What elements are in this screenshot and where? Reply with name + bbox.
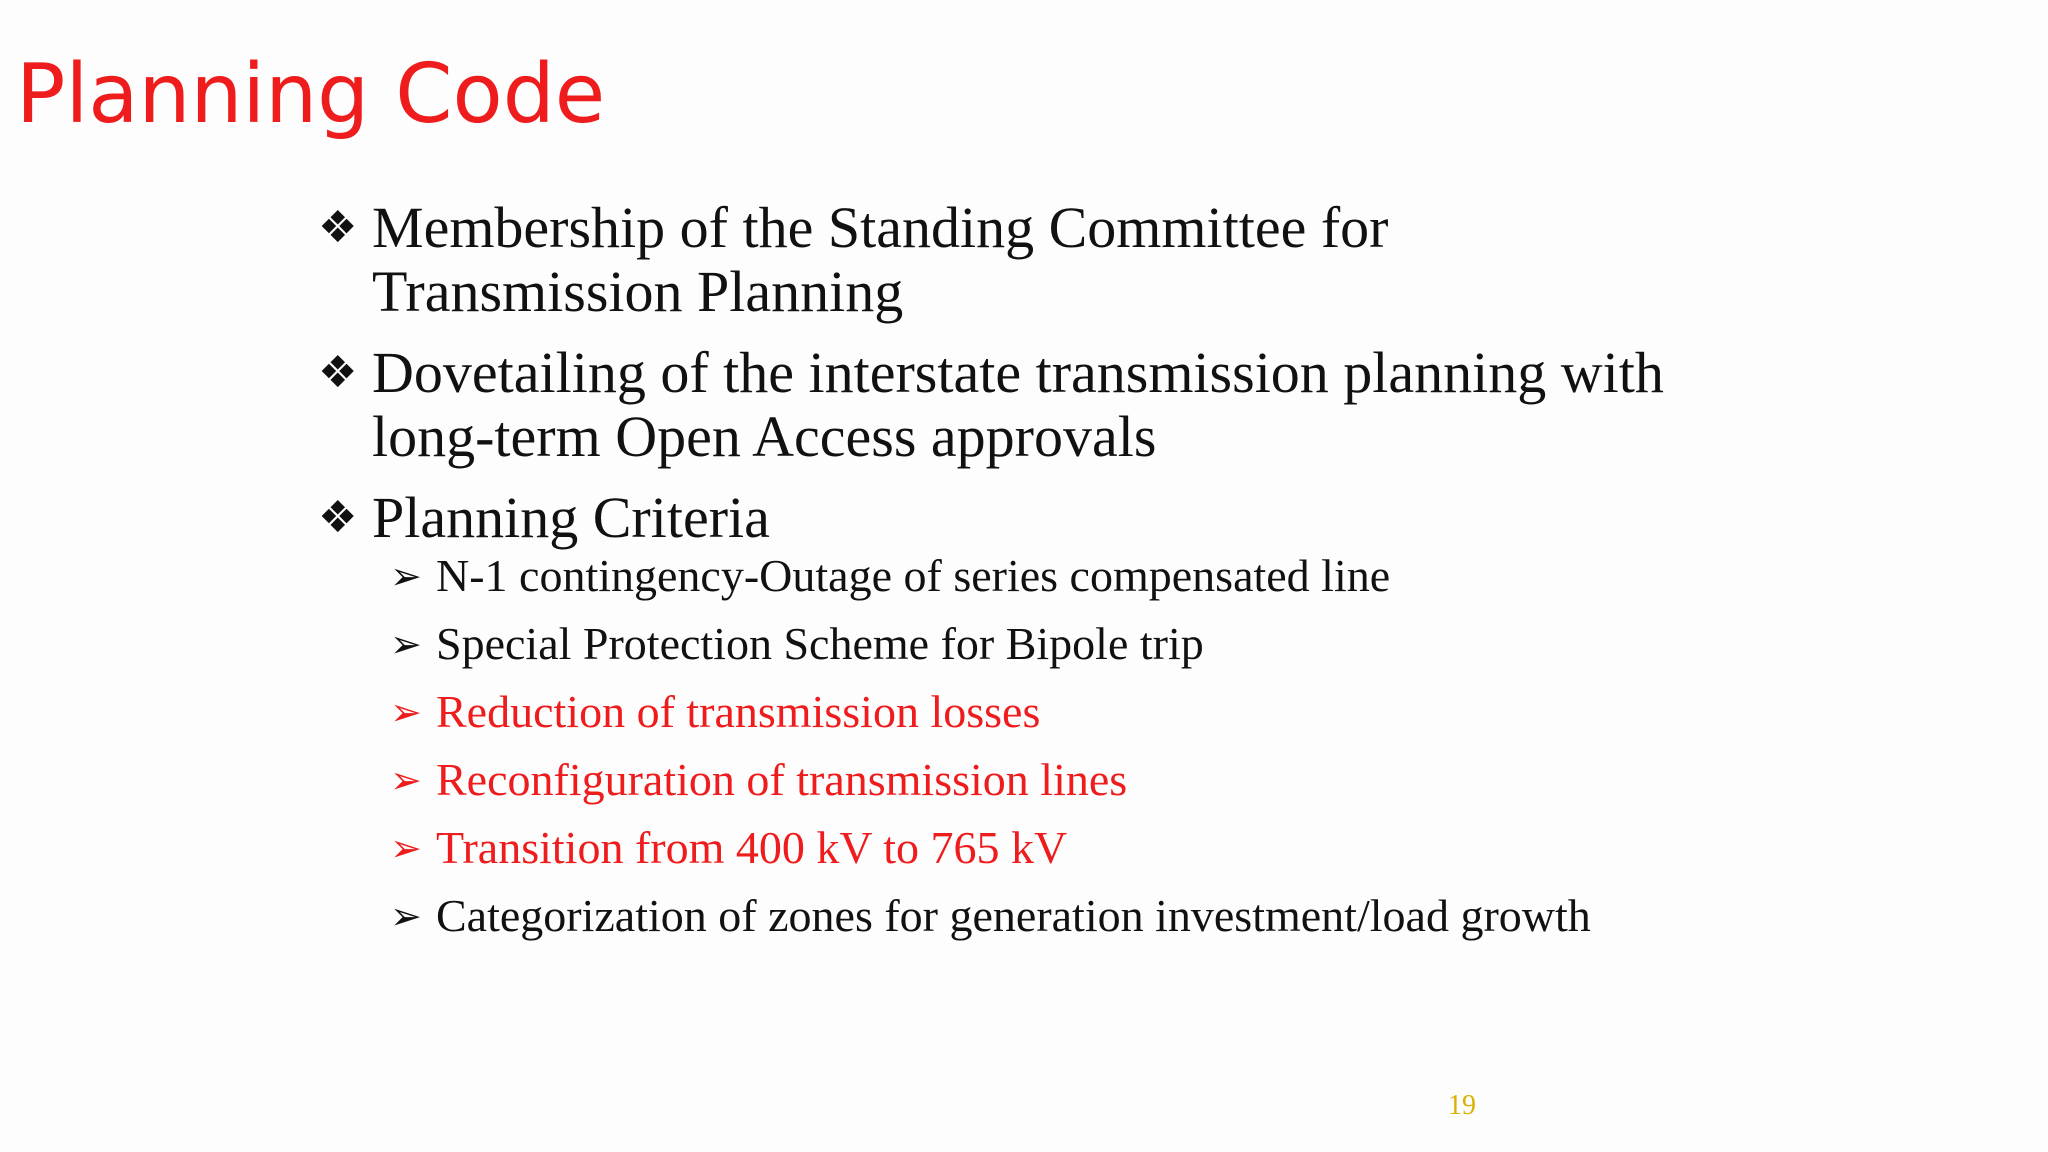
diamond-bullet-icon: ❖ xyxy=(318,347,358,398)
bullet-item xyxy=(318,486,2018,550)
arrow-bullet-icon: ➢ xyxy=(390,690,422,734)
bullet-item xyxy=(318,341,2018,469)
arrow-bullet-icon: ➢ xyxy=(390,758,422,802)
bullet-item xyxy=(318,196,2018,324)
sub-bullet-item xyxy=(390,684,2018,752)
sub-bullet-text: Categorization of zones for generation investment/load growth xyxy=(436,890,1591,941)
diamond-bullet-icon: ❖ xyxy=(318,492,358,543)
slide-title: Planning Code xyxy=(16,47,606,142)
sub-bullet-text: Transition from 400 kV to 765 kV xyxy=(436,822,1068,873)
bullet-text: Membership of the Standing Committee for Transmission Planning xyxy=(372,195,1389,324)
bullet-text: Planning Criteria xyxy=(372,485,770,550)
arrow-bullet-icon: ➢ xyxy=(390,894,422,938)
arrow-bullet-icon: ➢ xyxy=(390,554,422,598)
sub-bullet-list xyxy=(390,548,2018,956)
arrow-bullet-icon: ➢ xyxy=(390,826,422,870)
arrow-bullet-icon: ➢ xyxy=(390,622,422,666)
sub-bullet-text: Special Protection Scheme for Bipole trip xyxy=(436,618,1204,669)
diamond-bullet-icon: ❖ xyxy=(318,202,358,253)
page-number: 19 xyxy=(1448,1090,1476,1121)
sub-bullet-text: Reduction of transmission losses xyxy=(436,686,1041,737)
sub-bullet-item xyxy=(390,616,2018,684)
sub-bullet-item xyxy=(390,548,2018,616)
sub-bullet-item xyxy=(390,752,2018,820)
bullet-text: Dovetailing of the interstate transmission planning with long-term Open Access approvals xyxy=(372,340,1664,469)
sub-bullet-item xyxy=(390,820,2018,888)
sub-bullet-text: N-1 contingency-Outage of series compensated line xyxy=(436,550,1391,601)
slide-content xyxy=(318,196,2018,956)
sub-bullet-text: Reconfiguration of transmission lines xyxy=(436,754,1128,805)
sub-bullet-item xyxy=(390,888,2018,956)
